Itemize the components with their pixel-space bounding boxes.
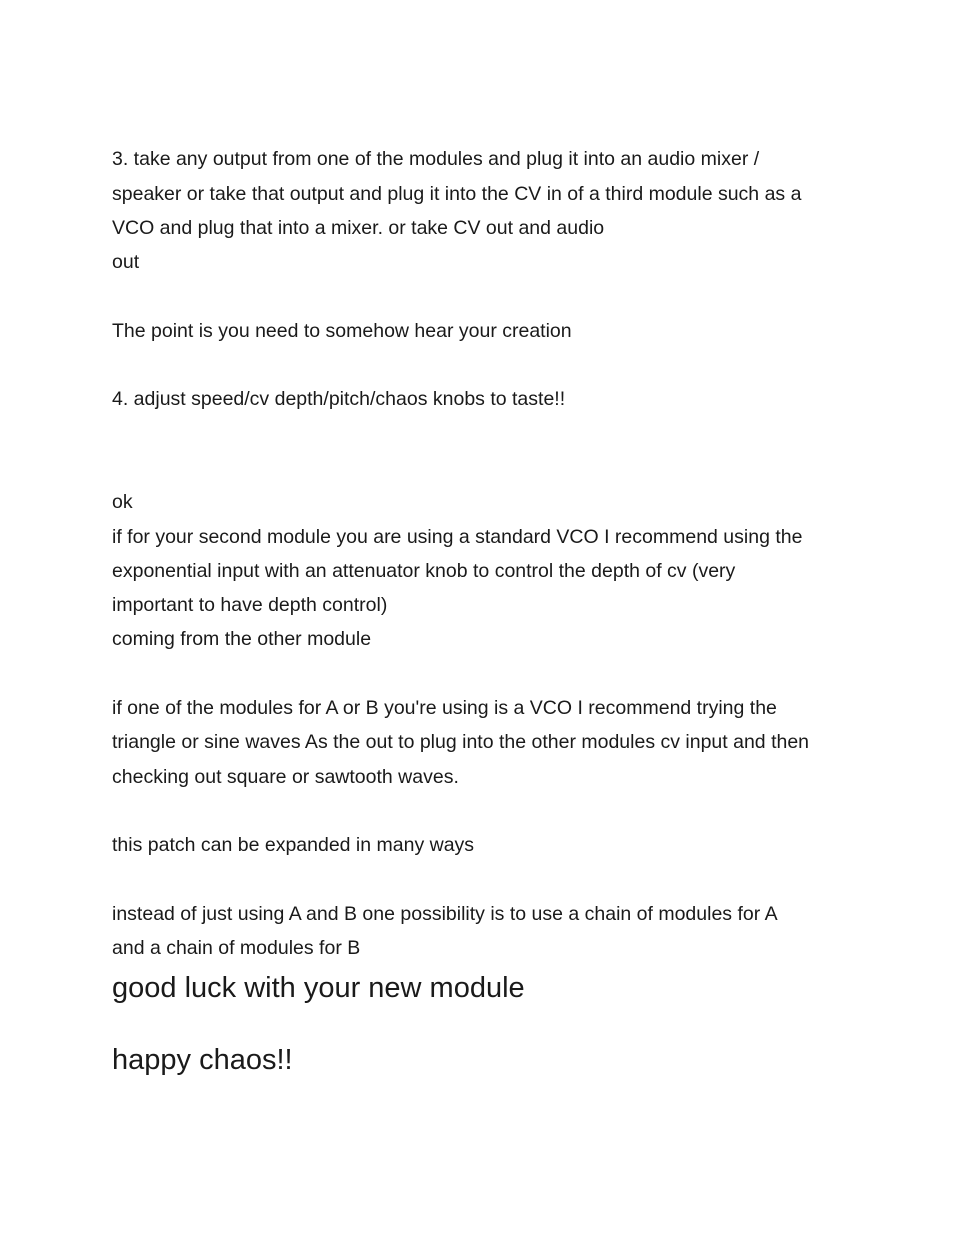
step3-line-2: speaker or take that output and plug it into the CV in of a third module such as a <box>112 183 802 205</box>
second-module-line-1: if for your second module you are using a standard VCO I recommend using the <box>112 526 803 548</box>
step3-line-4: out <box>112 251 140 273</box>
chain-line-1: instead of just using A and B one possibility is to use a chain of modules for A <box>112 903 778 925</box>
step3-line-1: 3. take any output from one of the modules and plug it into an audio mixer / <box>112 148 760 170</box>
expanded-paragraph: this patch can be expanded in many ways <box>112 834 475 856</box>
second-module-line-4: coming from the other module <box>112 628 372 650</box>
happy-chaos-heading: happy chaos!! <box>112 1044 293 1076</box>
vco-waves-line-1: if one of the modules for A or B you're using is a VCO I recommend trying the <box>112 697 777 719</box>
vco-waves-line-2: triangle or sine waves As the out to plug into the other modules cv input and then <box>112 731 810 753</box>
good-luck-heading: good luck with your new module <box>112 972 525 1004</box>
vco-waves-line-3: checking out square or sawtooth waves. <box>112 766 459 788</box>
point-paragraph: The point is you need to somehow hear your creation <box>112 320 572 342</box>
second-module-line-2: exponential input with an attenuator knob to control the depth of cv (very <box>112 560 736 582</box>
second-module-line-3: important to have depth control) <box>112 594 388 616</box>
chain-line-2: and a chain of modules for B <box>112 937 361 959</box>
ok-line: ok <box>112 491 133 513</box>
step3-line-3: VCO and plug that into a mixer. or take CV out and audio <box>112 217 605 239</box>
step4-paragraph: 4. adjust speed/cv depth/pitch/chaos knobs to taste!! <box>112 388 566 410</box>
